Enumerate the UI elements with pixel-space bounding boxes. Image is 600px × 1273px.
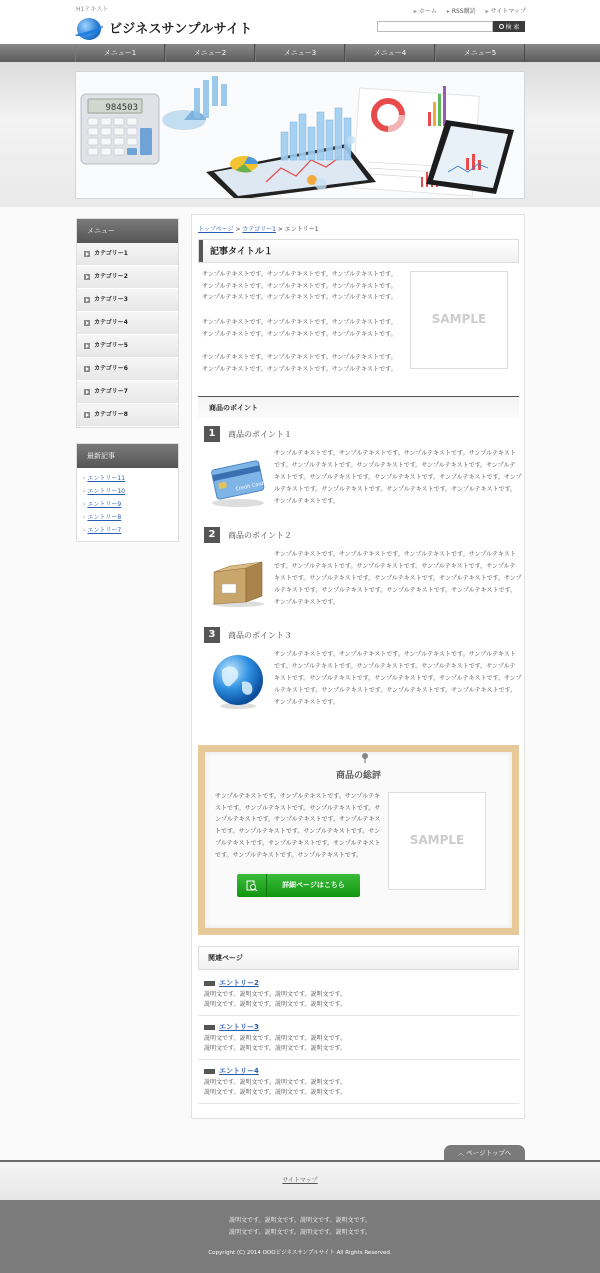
tag-icon	[204, 981, 215, 986]
page-top-label: ページトップへ	[466, 1149, 512, 1157]
text-line: です。サンプルテキストです。サンプルテキストです。サンプルテキストです。サンプルテ	[274, 462, 516, 469]
text-line: キストです。サンプルテキストです。サンプルテキストです。サンプルテキストです。サンプ	[274, 474, 522, 481]
point-number: 1	[204, 426, 220, 442]
site-logo[interactable]	[77, 16, 253, 42]
point-text	[274, 649, 522, 709]
sidebar-item-label: カテゴリー8	[94, 411, 128, 419]
text-line: キストです。サンプルテキストです。サンプルテキストです。サンプルテキストです。サンプ	[274, 675, 522, 682]
arrow-icon	[84, 251, 90, 257]
text-line: ルテキストです。サンプルテキストです。サンプルテキストです。サンプルテキストです。	[274, 587, 516, 594]
related-item	[198, 972, 519, 1016]
business-collage-illustration	[76, 72, 525, 199]
search-form	[377, 21, 525, 32]
point-title: 商品のポイント２	[228, 531, 292, 540]
sidebar-item-category1[interactable]	[77, 243, 178, 266]
breadcrumb	[198, 225, 319, 235]
text-line: 説明文です。説明文です。説明文です。説明文です。	[204, 1089, 347, 1096]
search-button-label: 検 索	[505, 24, 520, 31]
tag-icon	[204, 1025, 215, 1030]
top-link-home[interactable]	[414, 7, 437, 17]
sidebar-item-label: カテゴリー3	[94, 296, 128, 304]
point-number: 2	[204, 527, 220, 543]
text-line: サンプルテキストです。サンプルテキストです。サンプルテキストです。	[202, 294, 397, 302]
sidebar-item-category4[interactable]	[77, 312, 178, 335]
bullet-icon: ▸	[413, 8, 417, 15]
arrow-icon	[84, 389, 90, 395]
sidebar-item-category5[interactable]	[77, 335, 178, 358]
text-line: 説明文です。説明文です。説明文です。説明文です。	[204, 1035, 347, 1042]
calculator-illustration	[81, 94, 159, 164]
text-line: です。サンプルテキストです。サンプルテキストです。サンプルテキストです。サンプルテ	[274, 663, 516, 670]
h1-text: H1テキスト	[76, 6, 109, 13]
recent-entry-link[interactable]: › エントリー7	[83, 524, 172, 537]
text-line: サンプルテキストです。サンプルテキストです。サンプルテキストです。サンプルテキスト	[274, 551, 516, 558]
nav-item-menu2[interactable]: メニュー2	[165, 44, 255, 62]
footer-desc: 説明文です。説明文です。説明文です。説明文です。	[228, 1217, 372, 1224]
text-line: ンプルテキストです。サンプルテキストです。サンプルテキス	[215, 816, 381, 824]
recent-entry-link[interactable]: › エントリー8	[83, 511, 172, 524]
related-desc	[204, 1078, 346, 1098]
sidebar-item-label: カテゴリー5	[94, 342, 128, 350]
sidebar-item-category8[interactable]	[77, 404, 178, 427]
bullet-icon: ▸	[446, 8, 450, 15]
nav-item-menu1[interactable]: メニュー1	[75, 44, 165, 62]
text-line: サンプルテキストです。サンプルテキストです。サンプルテキストです。	[202, 271, 397, 278]
text-line: サンプルテキストです。サンプルテキストです。サンプルテキストです。	[202, 282, 397, 290]
sample-image: SAMPLE	[410, 271, 508, 369]
point-title: 商品のポイント１	[228, 430, 292, 439]
sample-image: SAMPLE	[388, 792, 486, 890]
search-icon	[499, 24, 504, 29]
sidebar-recent	[76, 443, 179, 542]
site-header	[0, 0, 600, 44]
sidebar-menu-title: メニュー	[77, 219, 178, 243]
text-line: サンプルテキストです。	[274, 599, 339, 606]
text-line: サンプルテキストです。サンプルテキストです。サンプルテキストです。	[202, 354, 397, 361]
top-link-sitemap[interactable]	[486, 7, 526, 17]
sidebar-item-label: カテゴリー7	[94, 388, 128, 396]
card-text: Credit Card	[235, 480, 265, 493]
footer-desc: 説明文です。説明文です。説明文です。説明文です。	[228, 1229, 372, 1236]
tag-icon	[204, 1069, 215, 1074]
page-title: 記事タイトル１	[210, 247, 273, 257]
arrow-icon	[84, 320, 90, 326]
site-name: ビジネスサンプルサイト	[109, 22, 253, 37]
credit-card-icon	[208, 455, 268, 509]
breadcrumb-separator: >	[277, 226, 283, 233]
sidebar-item-label: カテゴリー1	[94, 250, 128, 258]
calculator-display: 984503	[105, 103, 138, 113]
text-line: 説明文です。説明文です。説明文です。説明文です。	[204, 1079, 347, 1086]
sidebar-recent-title: 最新記事	[77, 444, 178, 468]
recent-entry-link[interactable]: › エントリー9	[83, 498, 172, 511]
main-content	[191, 214, 525, 1119]
text-line: サンプルテキストです。サンプルテキストです。サンプルテキストです。サンプルテキスト	[274, 450, 516, 457]
global-nav	[0, 44, 600, 62]
pushpin-icon	[361, 753, 369, 763]
points-heading: 商品のポイント	[198, 396, 519, 418]
details-button-label: 詳細ページはこちら	[282, 880, 345, 889]
related-item	[198, 1060, 519, 1104]
top-link-rss[interactable]	[447, 7, 476, 17]
page-top-button[interactable]	[444, 1145, 525, 1161]
cardboard-box-icon	[208, 556, 268, 608]
nav-item-menu3[interactable]: メニュー3	[255, 44, 345, 62]
search-doc-icon	[237, 874, 267, 897]
text-line: トです。サンプルテキストです。サンプルテキストです。サン	[215, 828, 380, 836]
top-links	[414, 7, 526, 17]
arrow-icon	[84, 366, 90, 372]
details-button[interactable]	[237, 874, 360, 897]
text-line: 説明文です。説明文です。説明文です。説明文です。	[204, 1001, 347, 1008]
text-line: サンプルテキストです。	[274, 699, 339, 706]
text-line: サンプルテキストです。	[274, 498, 339, 505]
text-line: ルテキストです。サンプルテキストです。サンプルテキストです。サンプルテキストです。	[274, 687, 516, 694]
intro-paragraph	[202, 352, 397, 375]
point-text	[274, 448, 522, 508]
text-line: です。サンプルテキストです。サンプルテキストです。	[215, 851, 363, 859]
text-line: 説明文です。説明文です。説明文です。説明文です。	[204, 991, 347, 998]
chevron-up-icon: ︿	[457, 1149, 465, 1157]
sidebar-menu	[76, 218, 179, 428]
top-link-rss-label: RSS購読	[451, 8, 476, 15]
point-number: 3	[204, 627, 220, 643]
bullet-icon: ▸	[485, 8, 489, 15]
top-link-home-label: ホーム	[418, 8, 437, 15]
sidebar-item-category3[interactable]	[77, 289, 178, 312]
search-input[interactable]	[377, 21, 493, 32]
footer-sitemap-link[interactable]: サイトマップ	[282, 1177, 318, 1184]
text-line: 説明文です。説明文です。説明文です。説明文です。	[204, 1045, 347, 1052]
sidebar-item-label: カテゴリー4	[94, 319, 128, 327]
related-item	[198, 1016, 519, 1060]
breadcrumb-separator: >	[235, 226, 241, 233]
sidebar-item-category7[interactable]	[77, 381, 178, 404]
text-line: サンプルテキストです。サンプルテキストです。サンプルテキストです。	[202, 365, 397, 373]
related-link-label: エントリー3	[219, 1023, 259, 1031]
text-line: サンプルテキストです。サンプルテキストです。サンプルテキストです。	[202, 319, 397, 326]
arrow-icon	[84, 412, 90, 418]
related-link[interactable]	[204, 1022, 259, 1033]
text-line: ストです。サンプルテキストです。サンプルテキストです。サ	[215, 804, 381, 812]
related-link-label: エントリー4	[219, 1067, 259, 1075]
review-title: 商品の総評	[335, 771, 381, 781]
point-text	[274, 549, 522, 609]
related-link[interactable]	[204, 978, 259, 989]
text-line: サンプルテキストです。サンプルテキストです。サンプルテキ	[215, 793, 381, 800]
intro-paragraph	[202, 317, 397, 340]
text-line: キストです。サンプルテキストです。サンプルテキストです。サンプルテキストです。サンプ	[274, 575, 522, 582]
nav-item-menu4[interactable]: メニュー4	[345, 44, 435, 62]
recent-entry-link[interactable]: › エントリー11	[83, 472, 172, 485]
recent-entry-link[interactable]: › エントリー10	[83, 485, 172, 498]
breadcrumb-current: エントリー1	[284, 226, 319, 233]
arrow-icon	[84, 297, 90, 303]
search-button[interactable]	[493, 21, 525, 32]
related-link[interactable]	[204, 1066, 259, 1077]
intro-paragraph	[202, 269, 397, 304]
sidebar-item-label: カテゴリー6	[94, 365, 128, 373]
review-board	[198, 745, 519, 935]
article-title-box	[198, 239, 519, 263]
copyright: Copyright (C) 2014 OOOビジネスサンプルサイト All Rights Reserved.	[208, 1250, 392, 1256]
text-line: サンプルテキストです。サンプルテキストです。サンプルテキストです。サンプルテキスト	[274, 651, 516, 658]
text-line: です。サンプルテキストです。サンプルテキストです。サンプルテキストです。サンプルテ	[274, 563, 516, 570]
arrow-icon	[84, 343, 90, 349]
review-paper	[205, 752, 512, 928]
sidebar-item-label: カテゴリー2	[94, 273, 128, 281]
sidebar-item-category6[interactable]	[77, 358, 178, 381]
text-line: プルテキストです。サンプルテキストです。サンプルテキスト	[215, 839, 381, 847]
related-desc	[204, 990, 346, 1010]
point-title: 商品のポイント３	[228, 631, 292, 640]
nav-item-menu5[interactable]: メニュー5	[435, 44, 525, 62]
text-line: サンプルテキストです。サンプルテキストです。サンプルテキストです。	[202, 330, 397, 338]
arrow-icon	[84, 274, 90, 280]
top-link-sitemap-label: サイトマップ	[490, 8, 526, 15]
breadcrumb-category[interactable]: カテゴリー1	[242, 226, 276, 233]
sidebar-item-category2[interactable]	[77, 266, 178, 289]
globe-icon	[208, 652, 268, 710]
related-link-label: エントリー2	[219, 979, 259, 987]
review-text	[215, 791, 380, 861]
related-heading: 関連ページ	[198, 946, 519, 970]
text-line: ルテキストです。サンプルテキストです。サンプルテキストです。サンプルテキストです。	[274, 486, 516, 493]
breadcrumb-top[interactable]: トップページ	[198, 226, 234, 233]
hero-image	[75, 71, 525, 199]
related-desc	[204, 1034, 346, 1054]
